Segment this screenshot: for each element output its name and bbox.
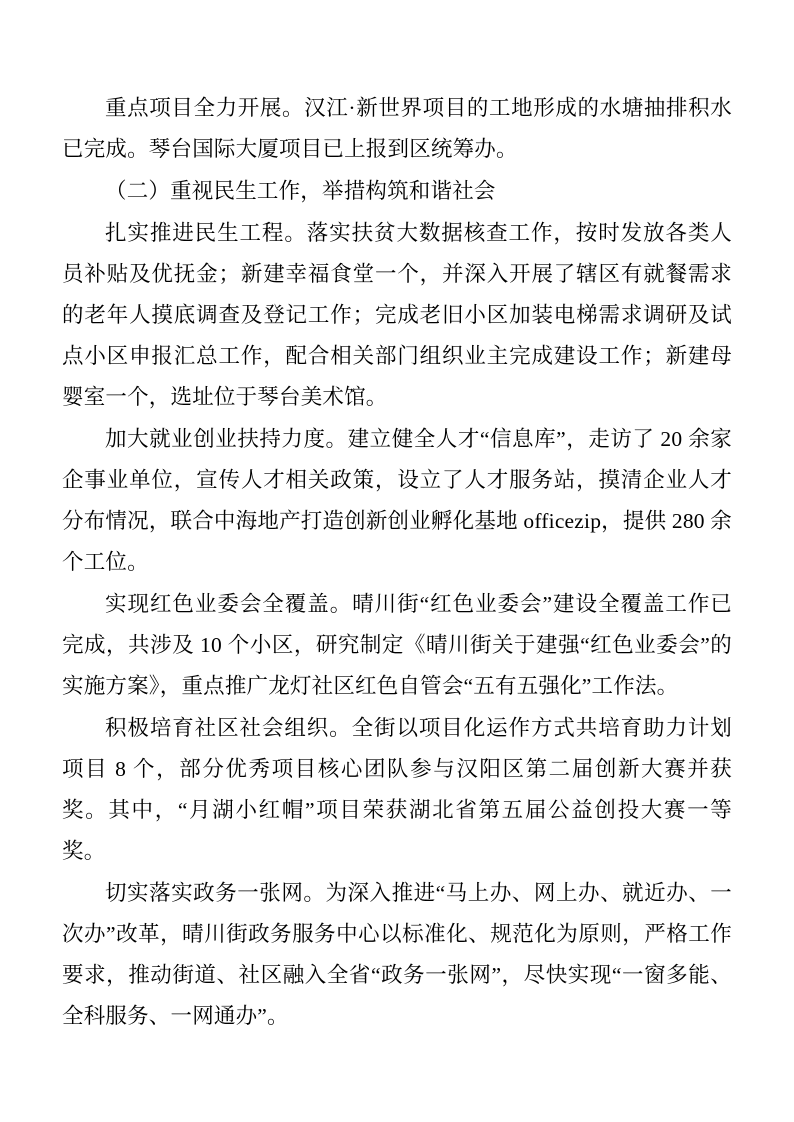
paragraph: 加大就业创业扶持力度。建立健全人才“信息库”，走访了 20 余家企事业单位，宣传人才相关政策，设立了人才服务站，摸清企业人才分布情况，联合中海地产打造创新创业孵化基地 officezip，提供 280 余个工位。 [62,427,732,574]
document-body [62,88,732,1037]
paragraph: 扎实推进民生工程。落实扶贫大数据核查工作，按时发放各类人员补贴及优抚金；新建幸福食堂一个，并深入开展了辖区有就餐需求的老年人摸底调查及登记工作；完成老旧小区加装电梯需求调研及试点小区申报汇总工作，配合相关部门组织业主完成建设工作；新建母婴室一个，选址位于琴台美术馆。 [62,221,732,409]
paragraph: 实现红色业委会全覆盖。晴川街“红色业委会”建设全覆盖工作已完成，共涉及 10 个小区，研究制定《晴川街关于建强“红色业委会”的实施方案》，重点推广龙灯社区红色自管会“五有五强化”工作法。 [62,592,732,698]
section-heading: （二）重视民生工作，举措构筑和谐社会 [105,179,496,203]
paragraph: 积极培育社区社会组织。全街以项目化运作方式共培育助力计划项目 8 个，部分优秀项目核心团队参与汉阳区第二届创新大赛并获奖。其中，“月湖小红帽”项目荣获湖北省第五届公益创投大赛一等奖。 [62,716,732,863]
paragraph: 切实落实政务一张网。为深入推进“马上办、网上办、就近办、一次办”改革，晴川街政务服务中心以标准化、规范化为原则，严格工作要求，推动街道、社区融入全省“政务一张网”，尽快实现“一窗多能、全科服务、一网通办”。 [62,881,732,1028]
paragraph: 重点项目全力开展。汉江·新世界项目的工地形成的水塘抽排积水已完成。琴台国际大厦项目已上报到区统筹办。 [62,96,732,161]
